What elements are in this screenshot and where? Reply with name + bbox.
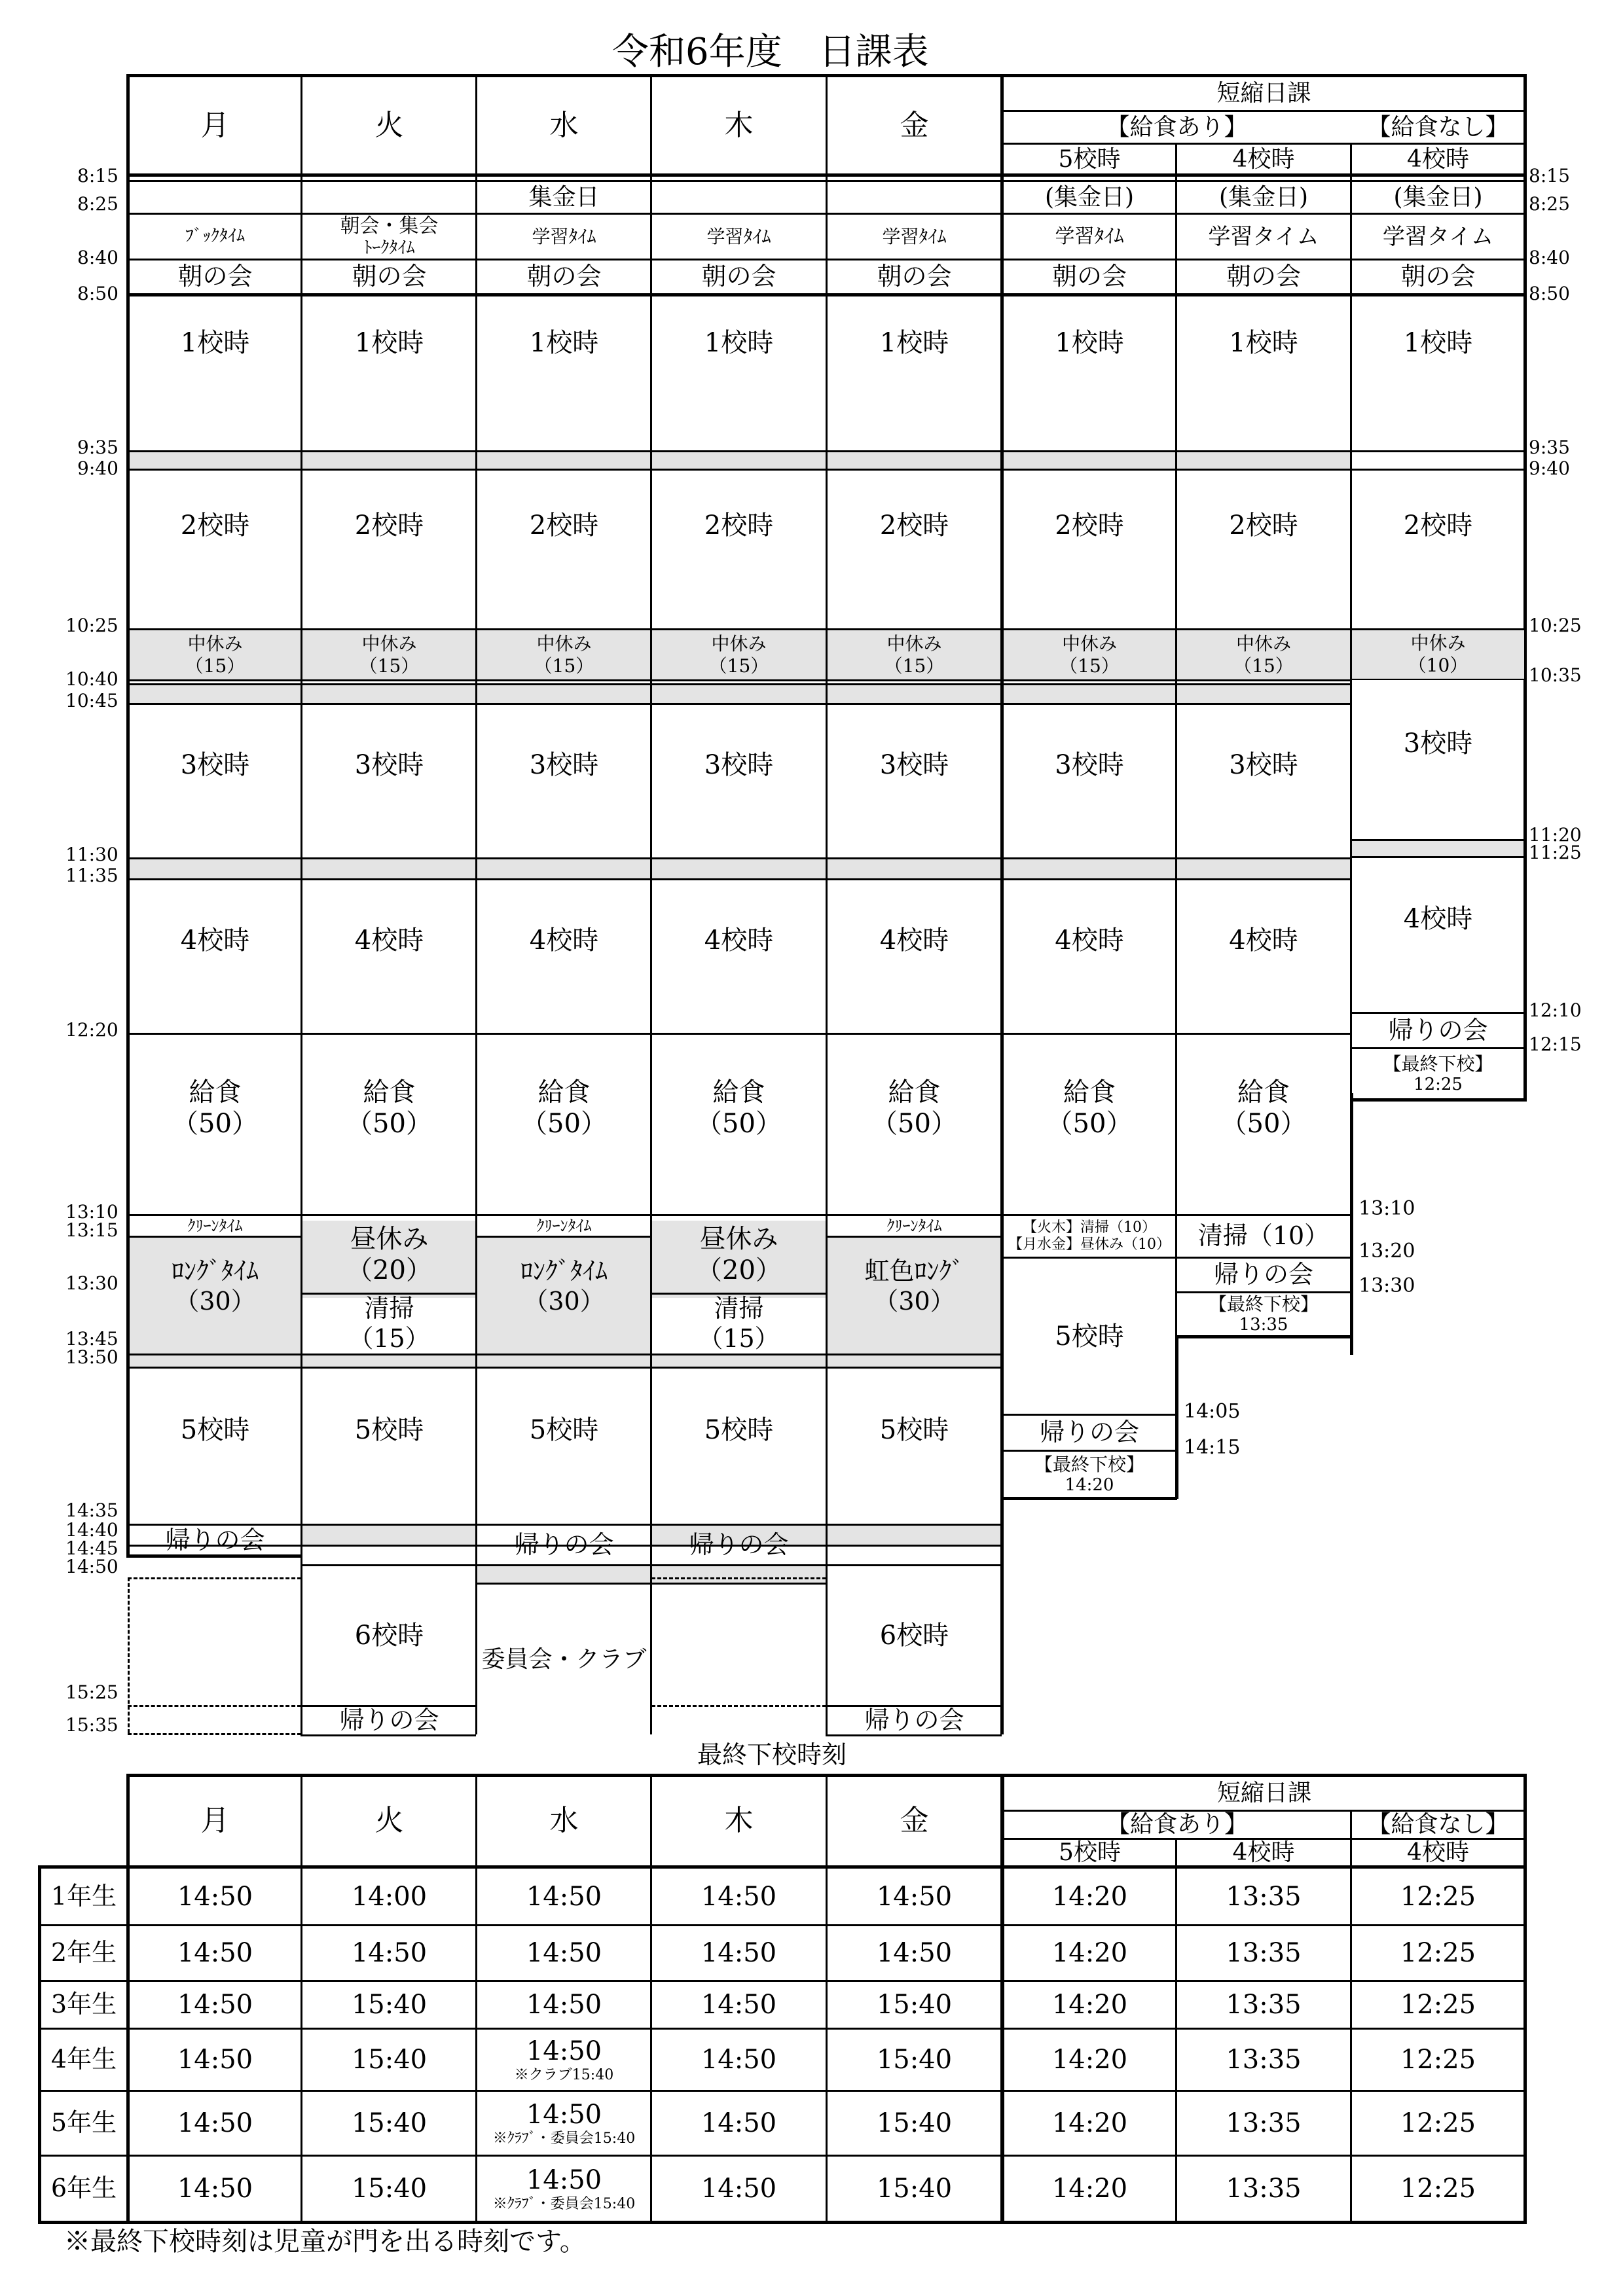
mid-break-label: 中休み bbox=[1061, 633, 1117, 655]
time-label: 15:25 bbox=[65, 1681, 119, 1703]
time-label: 13:50 bbox=[65, 1346, 119, 1368]
book-time-mon: ﾌﾞｯｸﾀｲﾑ bbox=[185, 226, 245, 247]
time-label: 13:10 bbox=[1359, 1197, 1415, 1220]
final-cell: 14:50 bbox=[701, 1881, 777, 1912]
break-row-1040 bbox=[128, 683, 1351, 704]
mid-break-label: 中休み bbox=[536, 633, 592, 655]
period-2-tue: 2校時 bbox=[354, 510, 424, 541]
final-cell: 14:50 bbox=[701, 2174, 777, 2204]
period-2-thu: 2校時 bbox=[704, 510, 774, 541]
final-cell: 14:00 bbox=[351, 1881, 428, 1912]
period-3-s4: 3校時 bbox=[1229, 749, 1298, 780]
header-tue: 火 bbox=[374, 108, 404, 142]
lunch-break-label: 昼休み bbox=[350, 1223, 429, 1254]
final-cell: 15:40 bbox=[876, 2108, 953, 2138]
mid-break-length: （10） bbox=[1408, 655, 1468, 676]
final-cell: 12:25 bbox=[1400, 1938, 1476, 1968]
short-clean-note bbox=[1004, 1216, 1175, 1257]
homeroom-tue: 帰りの会 bbox=[339, 1706, 439, 1735]
period-2-s4: 2校時 bbox=[1229, 510, 1298, 541]
break-row-0935 bbox=[128, 452, 1352, 470]
period-4-thu: 4校時 bbox=[704, 925, 774, 956]
time-label: 11:25 bbox=[1529, 842, 1582, 863]
long-time-length: （30） bbox=[523, 1287, 605, 1316]
morning-meeting-s4: 朝の会 bbox=[1226, 262, 1301, 291]
final-cell: 12:25 bbox=[1400, 1990, 1476, 2020]
long-time-label: ﾛﾝｸﾞﾀｲﾑ bbox=[520, 1257, 608, 1286]
final-cell: 13:35 bbox=[1226, 2045, 1302, 2075]
period-1-thu: 1校時 bbox=[704, 327, 774, 358]
final-cell: 13:35 bbox=[1226, 1990, 1302, 2020]
time-label: 11:30 bbox=[65, 844, 119, 865]
time-label: 10:40 bbox=[65, 668, 119, 690]
break-row-1120-short bbox=[1352, 840, 1525, 858]
final-table-title: 最終下校時刻 bbox=[697, 1740, 847, 1769]
time-label: 13:20 bbox=[1359, 1240, 1415, 1263]
final-header-wed: 水 bbox=[549, 1804, 579, 1838]
header-with-lunch: 【給食あり】 bbox=[1106, 113, 1248, 141]
lunch-length: （50） bbox=[696, 1109, 782, 1139]
period-4-tue: 4校時 bbox=[354, 925, 424, 956]
period-5-tue: 5校時 bbox=[354, 1414, 424, 1445]
committee-club-wed: 委員会・クラブ bbox=[481, 1645, 647, 1673]
clean-time-fri: ｸﾘｰﾝﾀｲﾑ bbox=[886, 1216, 942, 1235]
final-cell: 15:40 bbox=[351, 2174, 428, 2204]
time-label: 10:25 bbox=[1529, 615, 1582, 636]
header-short-day: 短縮日課 bbox=[1216, 80, 1311, 107]
lunch-length: （50） bbox=[346, 1109, 432, 1139]
time-label: 13:10 bbox=[65, 1201, 119, 1223]
clean-time-wed: ｸﾘｰﾝﾀｲﾑ bbox=[536, 1216, 592, 1235]
period-3-fri: 3校時 bbox=[879, 749, 949, 780]
final-cell: 14:50 bbox=[701, 1938, 777, 1968]
long-time-label: ﾛﾝｸﾞﾀｲﾑ bbox=[171, 1257, 259, 1286]
morning-meeting-tue: 朝の会 bbox=[352, 262, 427, 291]
lunch-thu bbox=[652, 1035, 826, 1214]
time-label: 10:45 bbox=[65, 690, 119, 711]
final-cell: 14:20 bbox=[1051, 2045, 1128, 2075]
period-6-tue: 6校時 bbox=[354, 1621, 424, 1651]
final-cell-wed bbox=[477, 2092, 651, 2155]
mid-break-length: （15） bbox=[1059, 655, 1120, 677]
final-leave-time: 13:35 bbox=[1239, 1315, 1288, 1335]
lunch-length: （50） bbox=[1046, 1109, 1133, 1139]
break-row-1445-thu bbox=[651, 1564, 826, 1583]
long-time-mon-text bbox=[129, 1238, 301, 1336]
period-3-wed: 3校時 bbox=[529, 749, 599, 780]
time-label: 8:50 bbox=[1529, 283, 1570, 304]
final-header-tue: 火 bbox=[374, 1804, 404, 1838]
shukin-wed: 集金日 bbox=[528, 184, 600, 211]
mid-break-s4 bbox=[1177, 630, 1350, 680]
final-cell: 14:50 bbox=[526, 1938, 602, 1968]
period-5-fri: 5校時 bbox=[879, 1414, 949, 1445]
period-1-tue: 1校時 bbox=[354, 327, 424, 358]
homeroom-thu: 帰りの会 bbox=[689, 1530, 789, 1559]
time-label: 9:35 bbox=[1529, 437, 1570, 458]
mid-break-thu bbox=[652, 630, 826, 680]
break-row-1445 bbox=[477, 1564, 651, 1583]
final-cell: 14:50 bbox=[351, 1938, 428, 1968]
morning-meeting-s5: 朝の会 bbox=[1051, 262, 1127, 291]
final-wed-time: 14:50 bbox=[526, 2036, 602, 2066]
final-cell: 14:20 bbox=[1051, 1990, 1128, 2020]
final-cell: 14:50 bbox=[526, 1881, 602, 1912]
lunch-label: 給食 bbox=[363, 1077, 416, 1107]
final-wed-time: 14:50 bbox=[526, 2164, 602, 2195]
final-cell: 14:50 bbox=[177, 2174, 253, 2204]
pre-clean-row bbox=[128, 1355, 1002, 1368]
talk-time-label: ﾄｰｸﾀｲﾑ bbox=[363, 238, 415, 259]
time-label: 8:15 bbox=[1529, 165, 1570, 187]
lunch-tue bbox=[302, 1035, 476, 1214]
final-leave-time: 14:20 bbox=[1065, 1475, 1114, 1496]
homeroom-s5: 帰りの会 bbox=[1039, 1418, 1139, 1447]
final-wed-note: ※クラブ15:40 bbox=[514, 2066, 614, 2083]
lunch-mon bbox=[129, 1035, 301, 1214]
right-time-column bbox=[1527, 157, 1582, 1086]
lunch-label: 給食 bbox=[1063, 1077, 1116, 1107]
period-5-mon: 5校時 bbox=[180, 1414, 250, 1445]
time-label: 12:15 bbox=[1529, 1033, 1582, 1055]
grade-label: 3年生 bbox=[50, 1990, 117, 2019]
final-header-fri: 金 bbox=[900, 1804, 929, 1838]
mid-break-s5 bbox=[1004, 630, 1175, 680]
study-time-thu: 学習ﾀｲﾑ bbox=[706, 226, 771, 248]
time-label: 11:35 bbox=[65, 865, 119, 886]
short-break-label: 【月水金】昼休み（10） bbox=[1008, 1236, 1171, 1253]
mid-break-label: 中休み bbox=[1410, 632, 1466, 655]
final-cell: 12:25 bbox=[1400, 2108, 1476, 2138]
lunch-break-length: （20） bbox=[346, 1255, 432, 1285]
header-five-periods: 5校時 bbox=[1058, 145, 1121, 173]
time-label: 8:25 bbox=[1529, 193, 1570, 215]
period-3-s5: 3校時 bbox=[1055, 749, 1124, 780]
study-time-fri: 学習ﾀｲﾑ bbox=[882, 226, 947, 248]
final-leave-label: 【最終下校】 bbox=[1208, 1293, 1319, 1315]
cleaning-label: 清掃 bbox=[714, 1294, 764, 1323]
period-4-s4: 4校時 bbox=[1229, 925, 1298, 956]
final-cell-wed bbox=[477, 2157, 651, 2221]
final-cell: 15:40 bbox=[351, 2108, 428, 2138]
time-label: 14:05 bbox=[1184, 1400, 1241, 1423]
final-wed-time: 14:50 bbox=[526, 2099, 602, 2130]
time-label: 13:45 bbox=[65, 1328, 119, 1350]
mid-break-length: （15） bbox=[1233, 655, 1294, 677]
rainbow-long-length: （30） bbox=[873, 1287, 955, 1316]
final-header-thu: 木 bbox=[724, 1804, 754, 1838]
long-time-length: （30） bbox=[174, 1287, 256, 1316]
final-wed-note: ※ｸﾗﾌﾞ・委員会15:40 bbox=[492, 2130, 636, 2147]
final-leave-label: 【最終下校】 bbox=[1383, 1052, 1493, 1075]
mid-break-length: （15） bbox=[185, 655, 246, 677]
final-leave-time: 12:25 bbox=[1413, 1075, 1463, 1095]
mid-break-fri bbox=[828, 630, 1001, 680]
period-4-s5: 4校時 bbox=[1055, 925, 1124, 956]
period-6-fri: 6校時 bbox=[879, 1621, 949, 1651]
final-cell: 14:50 bbox=[701, 1990, 777, 2020]
time-label: 15:35 bbox=[65, 1714, 119, 1736]
final-cell: 14:20 bbox=[1051, 1938, 1128, 1968]
cleaning-tue bbox=[302, 1295, 476, 1354]
header-fri: 金 bbox=[900, 108, 929, 142]
lunch-s5 bbox=[1004, 1035, 1175, 1214]
rainbow-long-fri-text bbox=[828, 1238, 1001, 1336]
lunch-label: 給食 bbox=[712, 1077, 765, 1107]
period-3-tue: 3校時 bbox=[354, 749, 424, 780]
study-time-s4n: 学習タイム bbox=[1382, 223, 1494, 250]
time-label: 9:40 bbox=[77, 457, 119, 479]
lunch-break-length: （20） bbox=[696, 1255, 782, 1285]
mid-break-label: 中休み bbox=[187, 633, 243, 655]
period-2-s4n: 2校時 bbox=[1403, 510, 1473, 541]
lunch-label: 給食 bbox=[1237, 1077, 1290, 1107]
mid-break-label: 中休み bbox=[361, 633, 417, 655]
time-label: 9:40 bbox=[1529, 457, 1570, 479]
mid-break-label: 中休み bbox=[1235, 633, 1291, 655]
final-cell: 14:50 bbox=[876, 1881, 953, 1912]
time-label: 14:45 bbox=[65, 1537, 119, 1559]
time-label: 8:40 bbox=[77, 247, 119, 268]
period-1-s5: 1校時 bbox=[1055, 327, 1124, 358]
final-cell: 14:50 bbox=[177, 1990, 253, 2020]
mid-break-label: 中休み bbox=[886, 633, 942, 655]
final-cell: 13:35 bbox=[1226, 1938, 1302, 1968]
period-4-s4n: 4校時 bbox=[1403, 903, 1473, 934]
period-5-wed: 5校時 bbox=[529, 1414, 599, 1445]
final-header-mon: 月 bbox=[200, 1804, 230, 1838]
period-3-mon: 3校時 bbox=[180, 749, 250, 780]
period-4-wed: 4校時 bbox=[529, 925, 599, 956]
shukin-s4n: (集金日) bbox=[1393, 184, 1483, 211]
mid-break-wed bbox=[477, 630, 651, 680]
shukin-s4: (集金日) bbox=[1218, 184, 1309, 211]
rainbow-long-label: 虹色ﾛﾝｸﾞ bbox=[864, 1257, 964, 1286]
footnote: ※最終下校時刻は児童が門を出る時刻です。 bbox=[64, 2227, 586, 2257]
homeroom-s4: 帰りの会 bbox=[1213, 1260, 1313, 1289]
morning-meeting-thu: 朝の会 bbox=[701, 262, 776, 291]
final-cell: 14:50 bbox=[526, 1990, 602, 2020]
final-cell: 15:40 bbox=[351, 2045, 428, 2075]
cleaning-s4: 清掃（10） bbox=[1197, 1221, 1330, 1251]
lunch-label: 給食 bbox=[888, 1077, 941, 1107]
final-leave-label: 【最終下校】 bbox=[1034, 1453, 1144, 1475]
final-cell: 14:50 bbox=[701, 2108, 777, 2138]
period-4-fri: 4校時 bbox=[879, 925, 949, 956]
final-leave-s5 bbox=[1004, 1452, 1175, 1498]
time-label: 13:30 bbox=[1359, 1274, 1415, 1297]
time-label: 12:20 bbox=[65, 1019, 119, 1041]
mid-break-length: （15） bbox=[708, 655, 769, 677]
final-header-short-day: 短縮日課 bbox=[1216, 1780, 1311, 1807]
grade-label: 1年生 bbox=[50, 1881, 117, 1910]
time-label: 8:50 bbox=[77, 283, 119, 304]
final-cell-wed bbox=[477, 2030, 651, 2090]
assembly-label: 朝会・集会 bbox=[340, 215, 439, 238]
final-cell: 14:20 bbox=[1051, 2174, 1128, 2204]
lunch-length: （50） bbox=[172, 1109, 258, 1139]
period-1-s4: 1校時 bbox=[1229, 327, 1298, 358]
break-row-1130 bbox=[128, 859, 1351, 880]
morning-meeting-mon: 朝の会 bbox=[177, 262, 253, 291]
lunch-break-tue-text bbox=[302, 1216, 476, 1293]
final-cell: 13:35 bbox=[1226, 2174, 1302, 2204]
cleaning-thu bbox=[652, 1295, 826, 1354]
lunch-break-label: 昼休み bbox=[699, 1223, 778, 1254]
final-cell: 14:50 bbox=[177, 2108, 253, 2138]
final-cell: 14:50 bbox=[701, 2045, 777, 2075]
final-leave-s4 bbox=[1177, 1293, 1350, 1335]
study-time-s5: 学習ﾀｲﾑ bbox=[1055, 225, 1124, 248]
time-label: 13:15 bbox=[65, 1219, 119, 1241]
cleaning-length: （15） bbox=[698, 1324, 780, 1353]
mid-break-mon bbox=[129, 630, 301, 680]
final-cell: 12:25 bbox=[1400, 2045, 1476, 2075]
final-header-five: 5校時 bbox=[1059, 1839, 1121, 1867]
cleaning-label: 清掃 bbox=[364, 1294, 414, 1323]
long-time-wed-text bbox=[477, 1238, 651, 1336]
period-5-s5: 5校時 bbox=[1055, 1321, 1124, 1352]
period-2-fri: 2校時 bbox=[879, 510, 949, 541]
final-header-four: 4校時 bbox=[1232, 1839, 1295, 1867]
mid-break-label: 中休み bbox=[711, 633, 767, 655]
grade-label: 6年生 bbox=[50, 2174, 117, 2203]
final-cell: 14:50 bbox=[177, 1881, 253, 1912]
final-wed-note: ※ｸﾗﾌﾞ・委員会15:40 bbox=[492, 2195, 636, 2212]
morning-meeting-s4n: 朝の会 bbox=[1400, 262, 1476, 291]
time-label: 14:15 bbox=[1184, 1436, 1241, 1459]
lunch-length: （50） bbox=[521, 1109, 607, 1139]
header-wed: 水 bbox=[549, 108, 579, 142]
time-label: 8:25 bbox=[77, 193, 119, 215]
time-label: 14:40 bbox=[65, 1519, 119, 1541]
final-header-four-b: 4校時 bbox=[1407, 1839, 1469, 1867]
header-mon: 月 bbox=[200, 108, 230, 142]
period-5-thu: 5校時 bbox=[704, 1414, 774, 1445]
header-without-lunch: 【給食なし】 bbox=[1367, 113, 1509, 141]
final-cell: 12:25 bbox=[1400, 2174, 1476, 2204]
time-label: 14:35 bbox=[65, 1499, 119, 1521]
period-3-s4n: 3校時 bbox=[1403, 728, 1473, 759]
study-time-s4: 学習タイム bbox=[1208, 223, 1319, 250]
final-cell: 14:50 bbox=[177, 1938, 253, 1968]
final-cell: 14:20 bbox=[1051, 1881, 1128, 1912]
final-header-without-lunch: 【給食なし】 bbox=[1367, 1811, 1509, 1839]
header-four-periods: 4校時 bbox=[1232, 145, 1295, 173]
clean-time-mon: ｸﾘｰﾝﾀｲﾑ bbox=[187, 1216, 243, 1235]
final-cell: 13:35 bbox=[1226, 2108, 1302, 2138]
homeroom-fri: 帰りの会 bbox=[864, 1706, 964, 1735]
break-row-1435 bbox=[301, 1525, 477, 1545]
mid-break-length: （15） bbox=[359, 655, 420, 677]
lunch-wed bbox=[477, 1035, 651, 1214]
period-4-mon: 4校時 bbox=[180, 925, 250, 956]
final-cell: 15:40 bbox=[351, 1990, 428, 2020]
final-leave-s4n bbox=[1352, 1049, 1524, 1099]
mid-break-length: （15） bbox=[534, 655, 594, 677]
time-label: 9:35 bbox=[77, 437, 119, 458]
lunch-s4 bbox=[1177, 1035, 1350, 1214]
study-time-wed: 学習ﾀｲﾑ bbox=[532, 226, 596, 248]
final-cell: 14:50 bbox=[876, 1938, 953, 1968]
mid-break-s4n bbox=[1352, 630, 1524, 679]
period-1-fri: 1校時 bbox=[879, 327, 949, 358]
final-cell: 14:20 bbox=[1051, 2108, 1128, 2138]
time-label: 8:40 bbox=[1529, 247, 1570, 268]
period-1-s4n: 1校時 bbox=[1403, 327, 1473, 358]
final-header-with-lunch: 【給食あり】 bbox=[1106, 1811, 1248, 1839]
period-1-wed: 1校時 bbox=[529, 327, 599, 358]
header-thu: 木 bbox=[724, 108, 754, 142]
morning-meeting-wed: 朝の会 bbox=[526, 262, 602, 291]
time-label: 10:35 bbox=[1529, 664, 1582, 686]
period-2-wed: 2校時 bbox=[529, 510, 599, 541]
assembly-tue bbox=[302, 215, 476, 259]
final-cell: 14:50 bbox=[177, 2045, 253, 2075]
homeroom-s4n: 帰りの会 bbox=[1388, 1016, 1488, 1045]
morning-meeting-fri: 朝の会 bbox=[877, 262, 952, 291]
lunch-fri bbox=[828, 1035, 1001, 1214]
lunch-length: （50） bbox=[1220, 1109, 1307, 1139]
final-cell: 15:40 bbox=[876, 1990, 953, 2020]
time-label: 8:15 bbox=[77, 165, 119, 187]
shukin-s5: (集金日) bbox=[1044, 184, 1135, 211]
final-cell: 15:40 bbox=[876, 2045, 953, 2075]
final-cell: 15:40 bbox=[876, 2174, 953, 2204]
time-label: 12:10 bbox=[1529, 999, 1582, 1021]
period-3-thu: 3校時 bbox=[704, 749, 774, 780]
mid-break-length: （15） bbox=[884, 655, 945, 677]
mid-break-tue bbox=[302, 630, 476, 680]
short-clean-label: 【火木】清掃（10） bbox=[1023, 1219, 1156, 1236]
time-label: 13:30 bbox=[65, 1272, 119, 1294]
final-cell: 12:25 bbox=[1400, 1881, 1476, 1912]
homeroom-wed: 帰りの会 bbox=[514, 1530, 614, 1559]
grade-label: 4年生 bbox=[50, 2045, 117, 2074]
lunch-break-thu-text bbox=[652, 1216, 826, 1293]
grade-label: 2年生 bbox=[50, 1938, 117, 1967]
time-label: 14:50 bbox=[65, 1556, 119, 1577]
lunch-label: 給食 bbox=[189, 1077, 242, 1107]
page-title: 令和6年度 日課表 bbox=[612, 31, 929, 73]
lunch-label: 給食 bbox=[538, 1077, 591, 1107]
time-label: 11:20 bbox=[1529, 824, 1582, 846]
final-cell: 13:35 bbox=[1226, 1881, 1302, 1912]
lunch-length: （50） bbox=[871, 1109, 957, 1139]
period-1-mon: 1校時 bbox=[180, 327, 250, 358]
period-2-s5: 2校時 bbox=[1055, 510, 1124, 541]
period-2-mon: 2校時 bbox=[180, 510, 250, 541]
time-label: 10:25 bbox=[65, 615, 119, 636]
header-four-periods-b: 4校時 bbox=[1407, 145, 1469, 173]
homeroom-mon: 帰りの会 bbox=[165, 1526, 265, 1555]
cleaning-length: （15） bbox=[348, 1324, 430, 1353]
grade-label: 5年生 bbox=[50, 2108, 117, 2138]
